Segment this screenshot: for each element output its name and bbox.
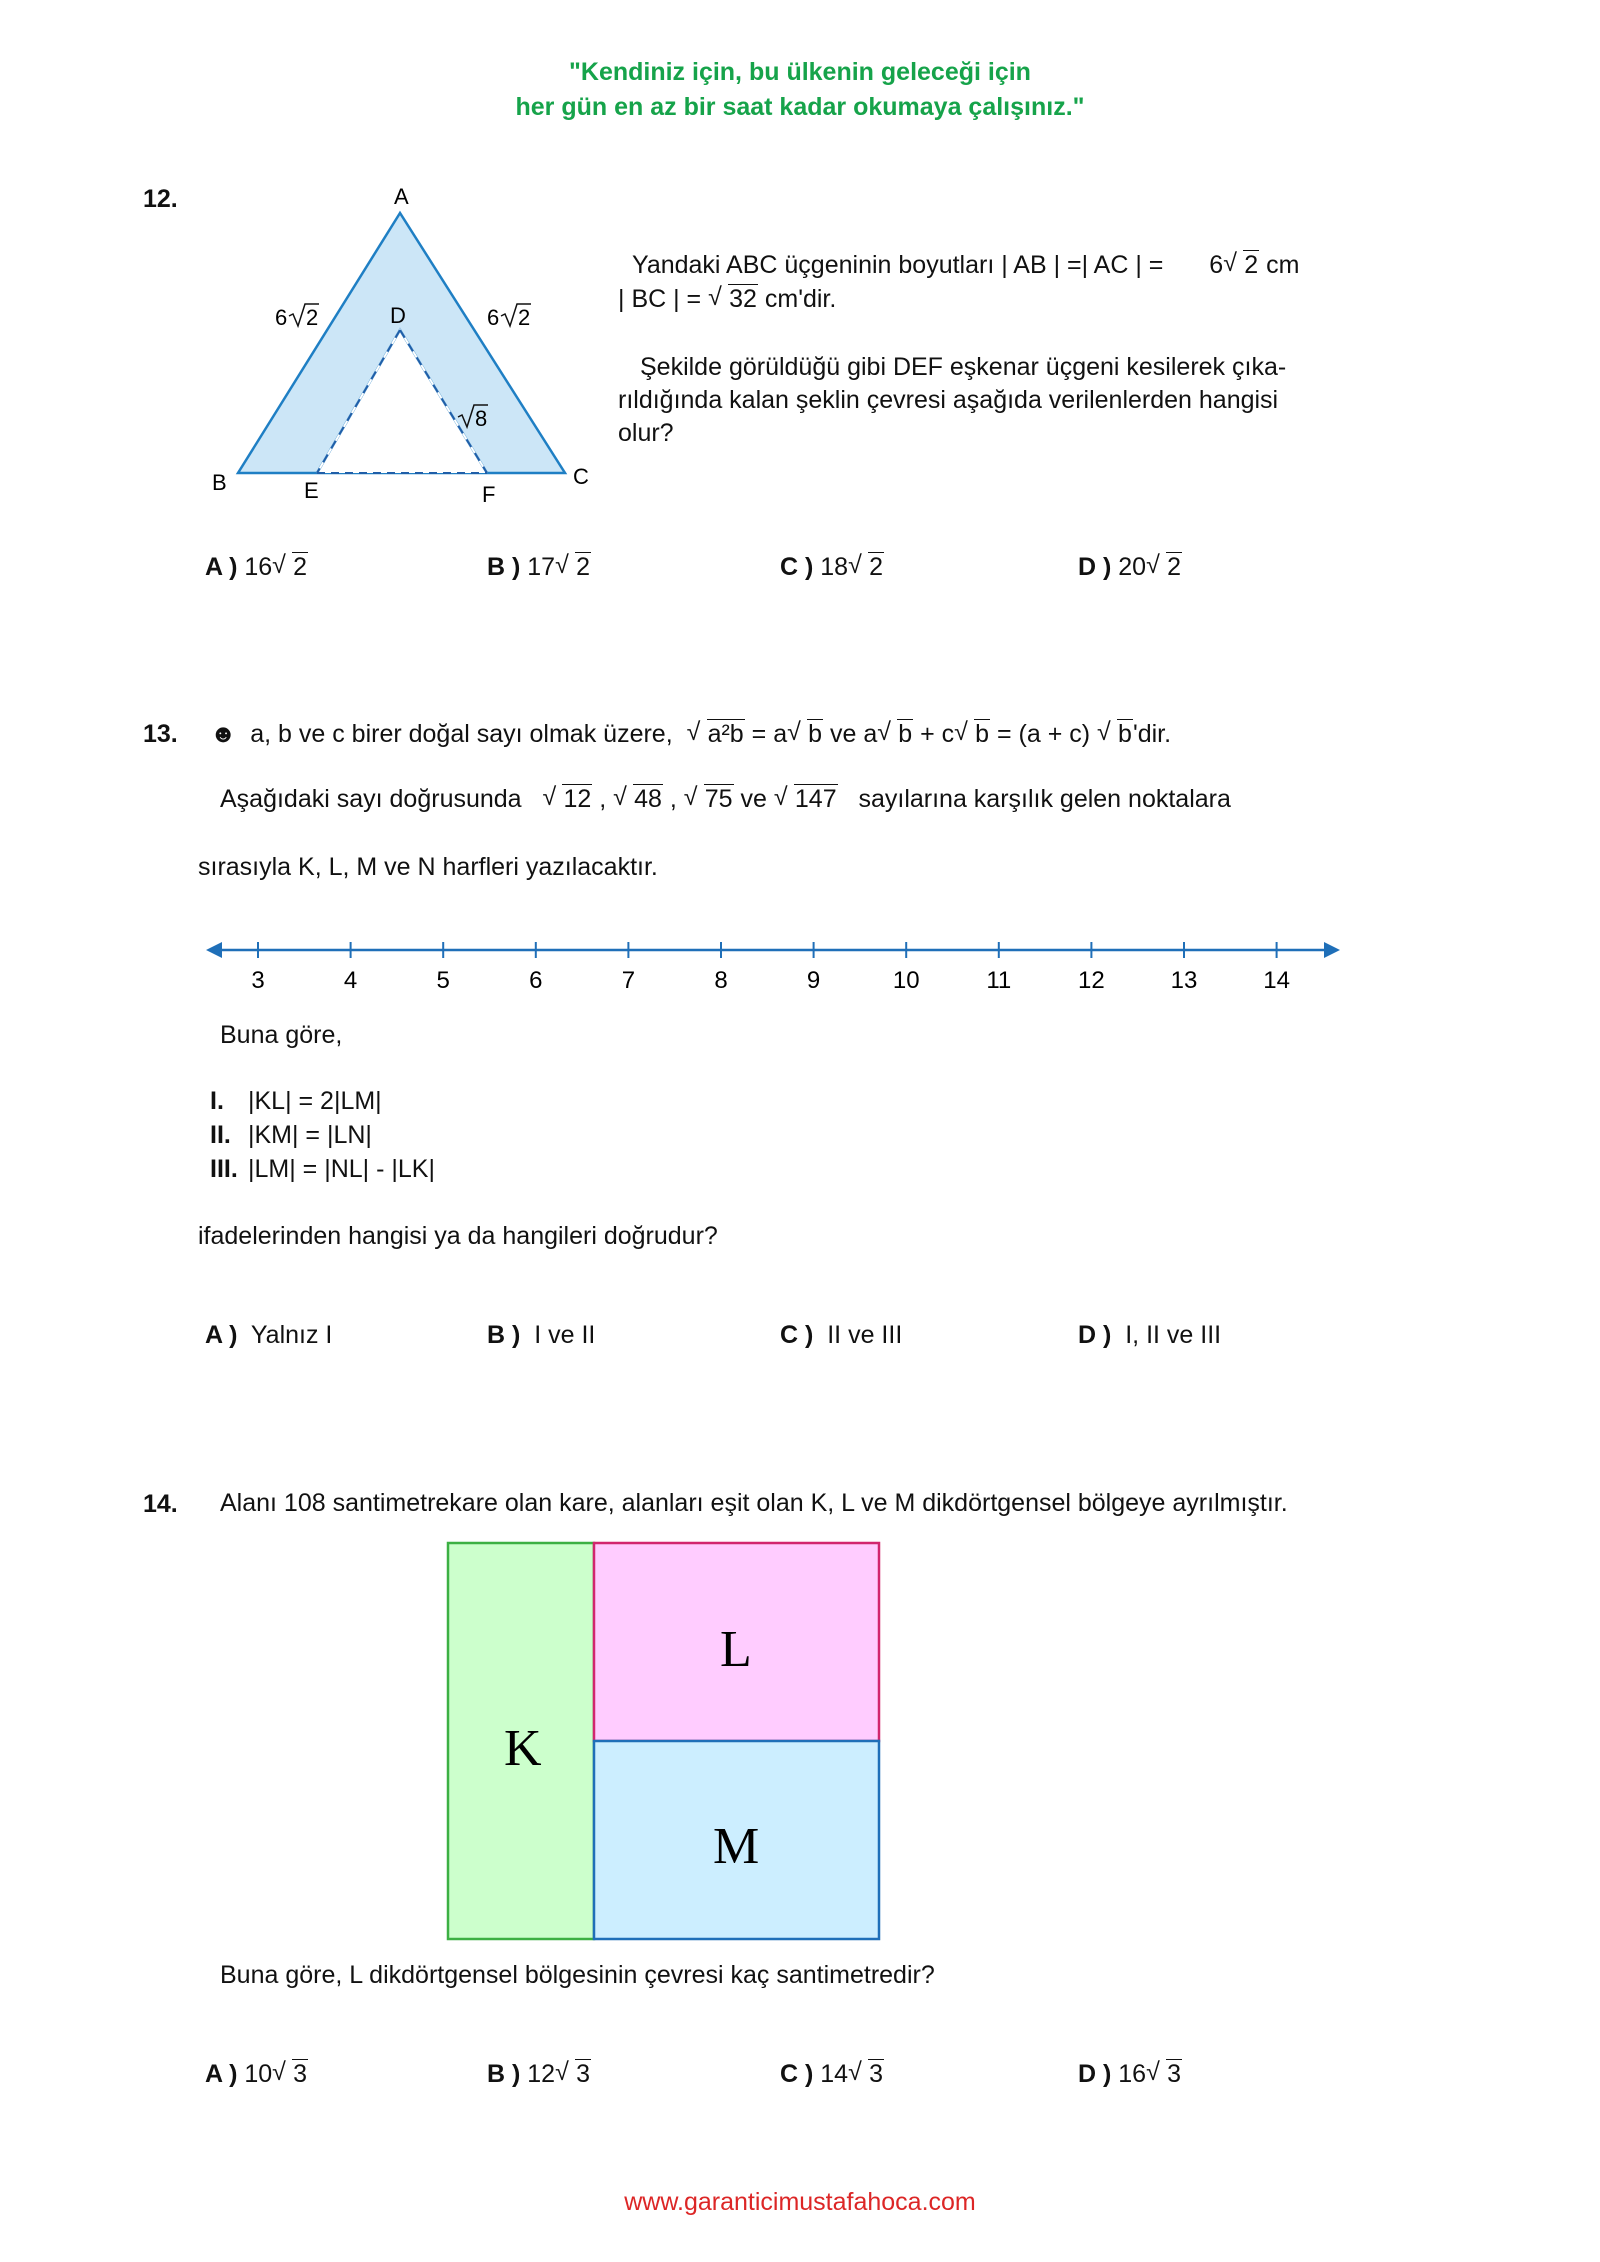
side-ac-label <box>487 304 531 330</box>
region-l-label: L <box>720 1621 752 1678</box>
sqrt-32: √ 32 <box>708 283 757 313</box>
number-line <box>200 925 1350 1000</box>
number-line-tick-label: 5 <box>436 967 450 994</box>
q12-text1-unit: cm <box>1266 251 1300 279</box>
q14-option-c[interactable]: C ) 14 √ 3 <box>780 2058 883 2088</box>
svg-text:6: 6 <box>487 305 500 330</box>
q13-option-c[interactable]: C ) II ve III <box>780 1321 903 1349</box>
vertex-e-label: E <box>304 478 319 503</box>
q12-text2-post: cm'dir. <box>764 285 837 313</box>
vertex-c-label: C <box>573 464 589 489</box>
arrow-right-icon <box>1324 942 1340 958</box>
number-line-tick-label: 6 <box>529 967 543 994</box>
arrow-left-icon <box>206 942 222 958</box>
number-line-tick-label: 8 <box>714 967 728 994</box>
question-13-number: 13. <box>143 720 178 748</box>
sqrt-48: √ 48 <box>613 783 662 813</box>
sqrt-12: √ 12 <box>542 783 592 813</box>
q12-text-line4: rıldığında kalan şeklin çevresi aşağıda verilenlerden hangisi <box>618 386 1279 414</box>
side-ab-label <box>275 304 319 330</box>
svg-text:6: 6 <box>275 305 288 330</box>
q12-text1: Yandaki ABC üçgeninin boyutları | AB | =| AC | = <box>632 251 1164 279</box>
q12-option-d[interactable]: D ) 20 √ 2 <box>1078 551 1181 581</box>
number-line-tick-label: 10 <box>892 967 920 994</box>
q12-text2-pre: | BC | = <box>618 285 702 313</box>
q13-question: ifadelerinden hangisi ya da hangileri doğrudur? <box>198 1222 718 1250</box>
sqrt-2: √ 2 <box>1223 249 1259 279</box>
q13-statement-2: II. |KM| = |LN| <box>210 1121 372 1149</box>
number-line-tick-label: 3 <box>251 967 265 994</box>
q12-option-c[interactable]: C ) 18 √ 2 <box>780 551 883 581</box>
q12-option-a[interactable]: A ) 16 √ 2 <box>205 551 308 581</box>
q14-question: Buna göre, L dikdörtgensel bölgesinin çevresi kaç santimetredir? <box>220 1961 935 1989</box>
number-line-tick-label: 14 <box>1263 967 1290 994</box>
smiley-icon: ☻ <box>210 720 237 748</box>
question-12-number: 12. <box>143 185 178 213</box>
q14-option-a[interactable]: A ) 10 √ 3 <box>205 2058 308 2088</box>
q13-line2: Aşağıdaki sayı doğrusunda √ 12 , √ 48 , √ 75 ve √ 147 sayılarına karşılık gelen noktalara <box>220 782 1231 816</box>
q13-line3: sırasıyla K, L, M ve N harfleri yazılacaktır. <box>198 853 658 881</box>
number-line-tick-label: 7 <box>621 967 636 994</box>
q13-option-a[interactable]: A ) Yalnız I <box>205 1321 333 1349</box>
header-quote-line1: "Kendiniz için, bu ülkenin geleceği için <box>569 58 1031 86</box>
question-14-number: 14. <box>143 1490 178 1518</box>
vertex-d-label: D <box>390 303 406 328</box>
q12-text-line2 <box>618 282 836 316</box>
q13-option-b[interactable]: B ) I ve II <box>487 1321 596 1349</box>
vertex-b-label: B <box>212 470 227 495</box>
q12-text-line1 <box>632 248 1299 282</box>
q13-statement-3: III. |LM| = |NL| - |LK| <box>210 1155 435 1183</box>
footer-url-link[interactable]: www.garanticimustafahoca.com <box>624 2188 976 2216</box>
q12-text-line3: Şekilde görüldüğü gibi DEF eşkenar üçgeni kesilerek çıka- <box>640 353 1287 381</box>
header-quote-line2: her gün en az bir saat kadar okumaya çalışınız." <box>515 93 1085 121</box>
q13-intro: a, b ve c birer doğal sayı olmak üzere, <box>250 720 673 748</box>
q13-statement-1: I. |KL| = 2|LM| <box>210 1087 382 1115</box>
q13-rule-line: ☻ a, b ve c birer doğal sayı olmak üzere, √ a²b = a √ b ve a √ b + c √ b = (a + c) √ b'dir. <box>210 717 1171 751</box>
number-line-tick-label: 9 <box>806 967 821 994</box>
sqrt-a2b: √ a²b <box>686 718 744 748</box>
q13-option-d[interactable]: D ) I, II ve III <box>1078 1321 1222 1349</box>
vertex-f-label: F <box>482 482 496 507</box>
q14-text: Alanı 108 santimetrekare olan kare, alanları eşit olan K, L ve M dikdörtgensel bölgeye ayrılmıştır. <box>220 1489 1288 1517</box>
svg-text:8: 8 <box>475 406 488 431</box>
sqrt-147: √ 147 <box>773 783 837 813</box>
region-k-label: K <box>504 1720 542 1777</box>
q14-square-figure <box>445 1540 885 1945</box>
number-line-tick-label: 13 <box>1170 967 1198 994</box>
q12-text1-coef: 6 <box>1209 251 1224 279</box>
number-line-tick-label: 12 <box>1078 967 1105 994</box>
number-line-tick-label: 4 <box>343 967 358 994</box>
q14-option-d[interactable]: D ) 16 √ 3 <box>1078 2058 1181 2088</box>
q14-option-b[interactable]: B ) 12 √ 3 <box>487 2058 590 2088</box>
vertex-a-label: A <box>394 184 409 209</box>
sqrt-75: √ 75 <box>683 783 733 813</box>
svg-text:2: 2 <box>518 305 531 330</box>
q13-buna-gore: Buna göre, <box>220 1021 343 1049</box>
svg-text:2: 2 <box>306 305 319 330</box>
number-line-tick-label: 11 <box>986 967 1012 994</box>
q12-option-b[interactable]: B ) 17 √ 2 <box>487 551 590 581</box>
q12-text-line5: olur? <box>618 419 674 447</box>
region-m-label: M <box>713 1818 760 1875</box>
q12-triangle-figure <box>200 180 620 510</box>
